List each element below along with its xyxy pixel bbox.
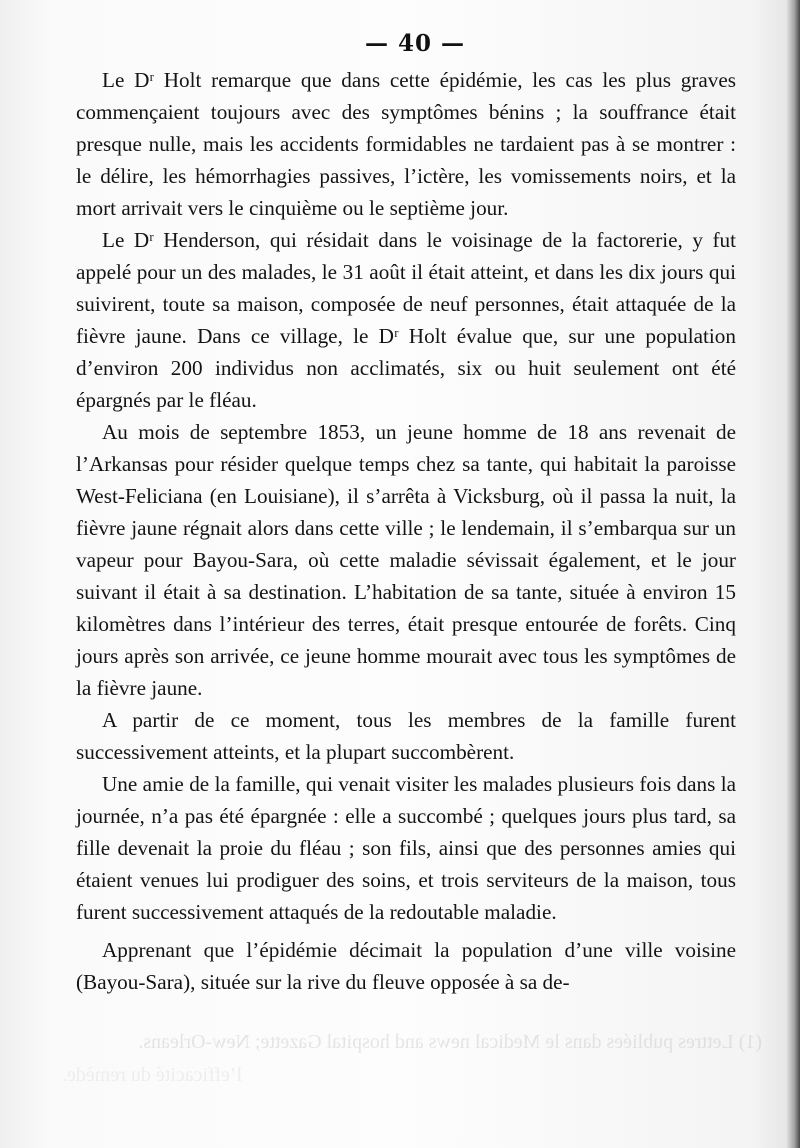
page-edge-shadow [786, 0, 800, 1148]
paragraph-henderson: Le Dʳ Henderson, qui résidait dans le voisinage de la factorerie, y fut appelé pour un des malades, le 31 août il était atteint, et dans les dix jours qui suivirent, toute sa maison, composée de neuf personnes, était attaquée de la fièvre jaune. Dans ce village, le Dʳ Holt évalue que, sur une population d’environ 200 individus non acclimatés, six ou huit seulement ont été épargnés par le fléau. [76, 228, 736, 412]
paragraph-amie: Une amie de la famille, qui venait visiter les malades plusieurs fois dans la journée, n’a pas été épargnée : elle a succombé ; quelques jours plus tard, sa fille devenait la proie du fléau ; son fils, ainsi que des personnes amies qui étaient venues lui prodiguer des soins, et trois serviteurs de la maison, tous furent successivement attaqués de la redoutable maladie. [76, 772, 736, 924]
page-number: — 40 — [364, 30, 466, 57]
paragraph-holt: Le Dʳ Holt remarque que dans cette épidémie, les cas les plus graves commençaient toujours avec des symptômes bénins ; la souffrance était presque nulle, mais les accidents formidables ne tardaient pas à se montrer : le délire, les hémorrhagies passives, l’ictère, les vomissements noirs, et la mort arrivait vers le cinquième ou le septième jour. [76, 68, 736, 220]
paragraph-apprenant: Apprenant que l’épidémie décimait la population d’une ville voisine (Bayou-Sara), située sur la rive du fleuve opposée à sa de- [76, 938, 736, 994]
bleed-through-footnote: (1) Lettres publiées dans le Medical news and hospital Gazette; New-Orleans. [138, 1031, 762, 1053]
paragraph-famille: A partir de ce moment, tous les membres de la famille furent successivement atteints, et la plupart succombèrent. [76, 708, 736, 764]
bleed-through-line: l’efficacité du remède. [62, 1064, 243, 1086]
paragraph-septembre: Au mois de septembre 1853, un jeune homme de 18 ans revenait de l’Arkansas pour résider quelque temps chez sa tante, qui habitait la paroisse West-Feliciana (en Louisiane), il s’arrêta à Vicksburg, où il passa la nuit, la fièvre jaune régnait alors dans cette ville ; le lendemain, il s’embarqua sur un vapeur pour Bayou-Sara, où cette maladie sévissait également, et le jour suivant il était à sa destination. L’habitation de sa tante, située à environ 15 kilomètres dans l’intérieur des terres, était presque entourée de forêts. Cinq jours après son arrivée, ce jeune homme mourait avec tous les symptômes de la fièvre jaune. [76, 420, 736, 700]
body-text [76, 64, 736, 998]
